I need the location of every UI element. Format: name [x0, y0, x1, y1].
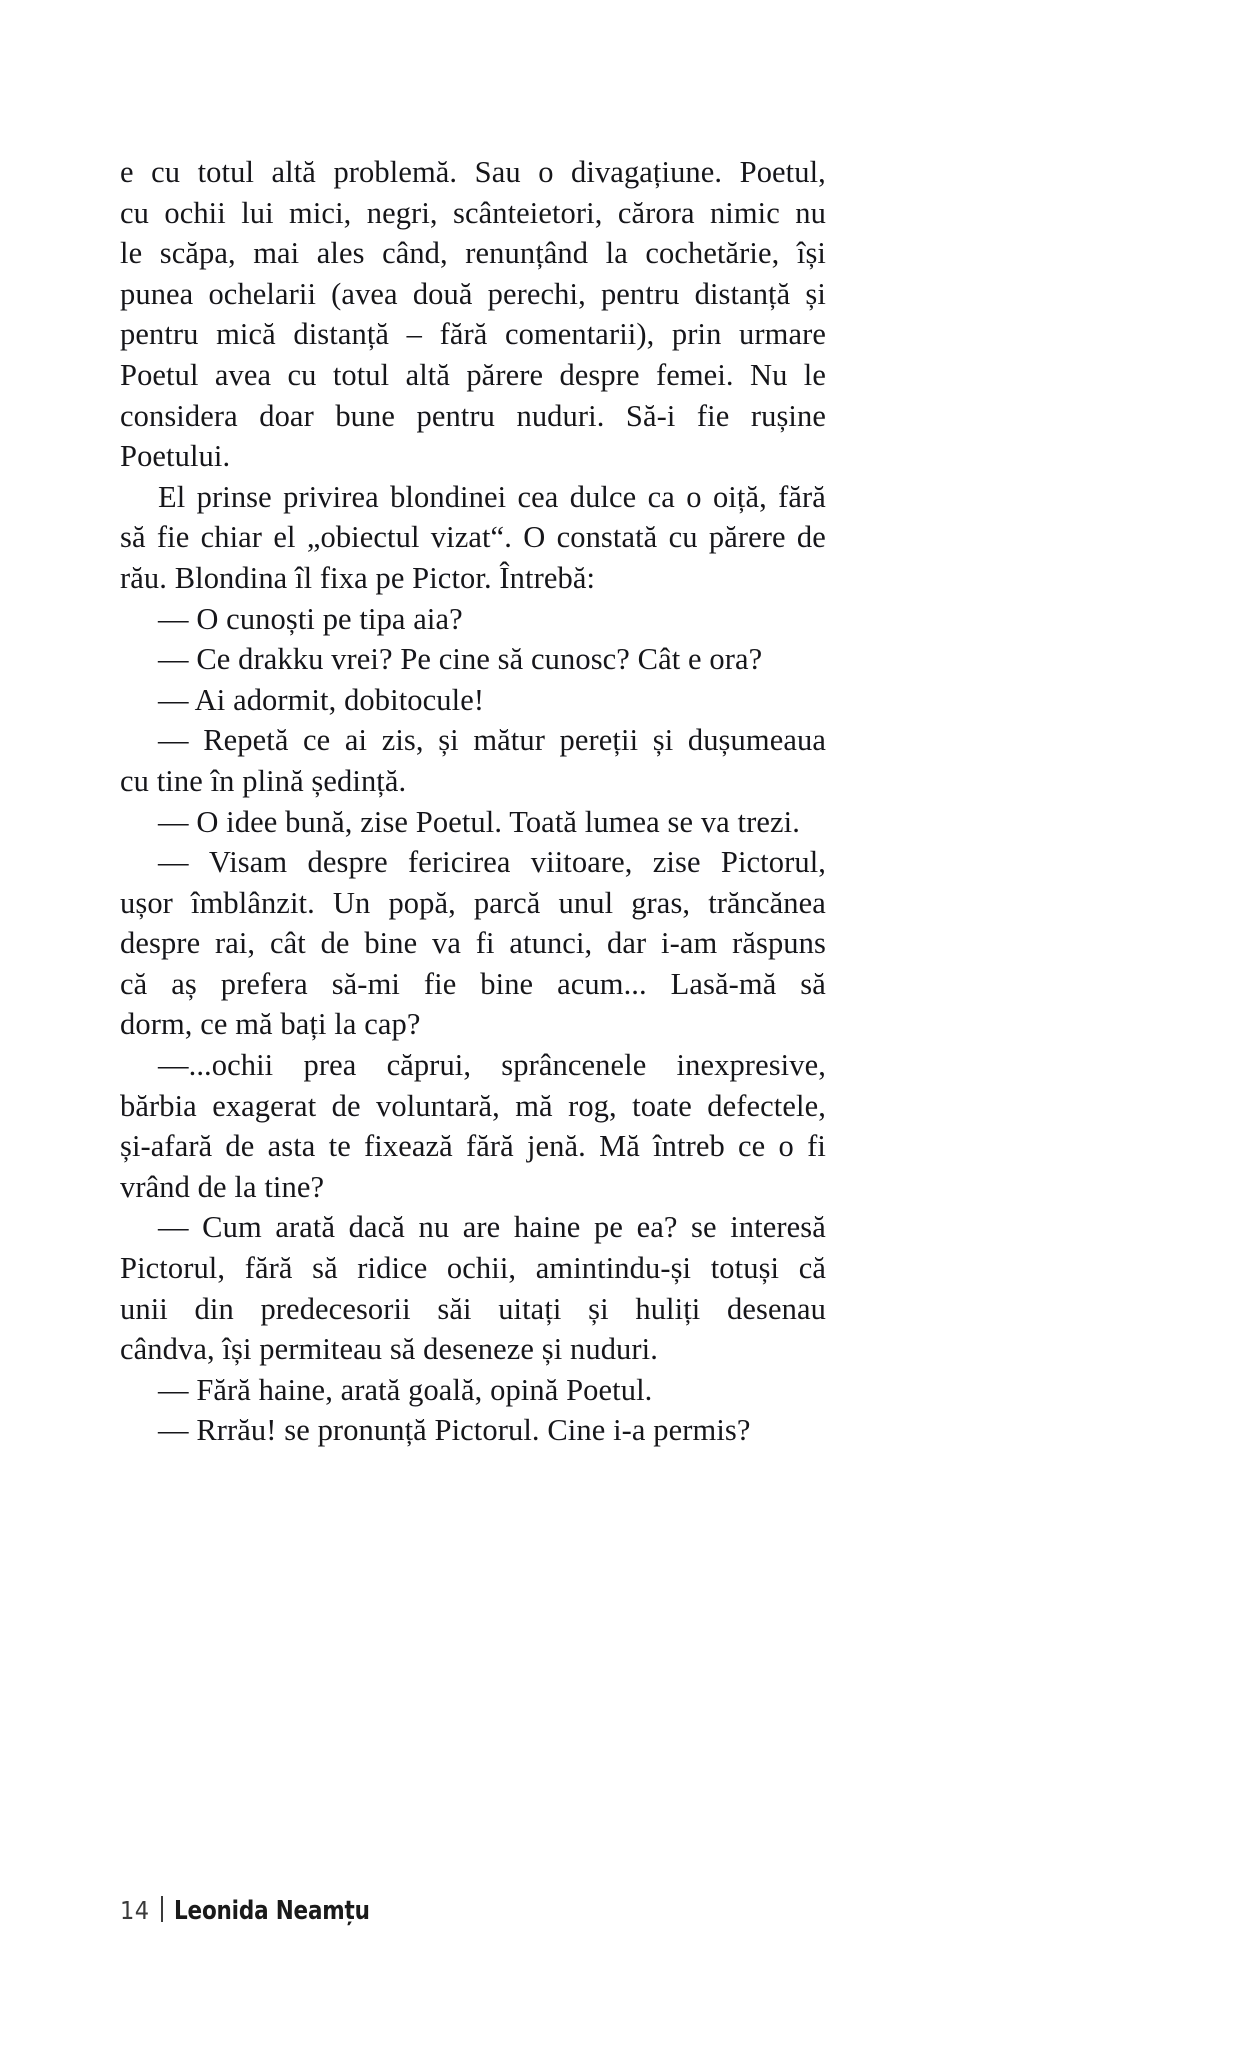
text-line: [120, 964, 826, 1005]
word: ochelarii: [208, 276, 317, 311]
word: și: [652, 723, 674, 758]
text-line: — O idee bună, zise Poetul. Toată lumea se va trezi.: [158, 804, 800, 839]
text-line: — O cunoști pe tipa aia?: [158, 601, 463, 636]
word: bărbia: [120, 1088, 197, 1123]
word: predecesorii: [260, 1291, 411, 1326]
word: distanță: [694, 276, 791, 311]
paragraph: [120, 802, 826, 843]
word: —: [158, 1210, 189, 1245]
word: fi: [807, 1129, 826, 1164]
page-text-body: [120, 152, 826, 1451]
word: negri,: [366, 195, 438, 230]
word: fixează: [364, 1129, 453, 1164]
word: bune: [335, 398, 395, 433]
paragraph: [120, 1045, 826, 1207]
word: fie: [156, 520, 190, 555]
word: fără: [439, 317, 488, 352]
word: toate: [632, 1088, 692, 1123]
word: ce: [738, 1129, 766, 1164]
word: punea: [120, 276, 194, 311]
text-line: rău. Blondina îl fixa pe Pictor. Întrebă:: [120, 560, 596, 595]
word: și: [588, 1291, 609, 1326]
text-line: [120, 355, 826, 396]
word: interesă: [730, 1210, 826, 1245]
word: rog,: [568, 1088, 617, 1123]
word: parcă: [473, 885, 541, 920]
text-line: cu tine în plină ședință.: [120, 763, 407, 798]
word: dar: [607, 926, 647, 961]
word: altă: [271, 155, 316, 189]
text-line: [120, 1207, 826, 1248]
text-line: [120, 883, 826, 924]
word: Lasă-mă: [670, 966, 777, 1001]
word: te: [328, 1129, 351, 1164]
word: bine: [364, 926, 418, 961]
text-line: [120, 1248, 826, 1289]
word: prinse: [196, 479, 272, 514]
page-footer: [120, 1893, 386, 1926]
word: uitați: [498, 1291, 562, 1326]
word: când,: [382, 236, 448, 271]
word: ridice: [357, 1251, 428, 1286]
word: fie: [696, 398, 730, 433]
word: constată: [556, 520, 658, 555]
paragraph: [120, 680, 826, 721]
word: asta: [267, 1129, 316, 1164]
word: unii: [120, 1291, 168, 1326]
text-line: dorm, ce mă bați la cap?: [120, 1007, 421, 1042]
word: Mă: [599, 1129, 640, 1164]
word: jenă.: [526, 1129, 586, 1164]
word: popă,: [388, 885, 456, 920]
paragraph: [120, 1410, 826, 1451]
word: cea: [517, 479, 559, 514]
word: blondinei: [390, 479, 507, 514]
word: cât: [269, 926, 306, 961]
paragraph: [120, 639, 826, 680]
word: o: [686, 479, 702, 514]
word: că: [120, 966, 148, 1001]
word: scăpa,: [159, 236, 236, 271]
page-number: 14: [120, 1896, 150, 1925]
word: fie: [423, 966, 457, 1001]
paragraph: [120, 720, 826, 801]
word: altă: [405, 357, 450, 392]
word: fără: [465, 1129, 514, 1164]
word: pentru: [600, 276, 680, 311]
text-line: cândva, își permiteau să deseneze și nuduri.: [120, 1332, 658, 1367]
word: cu: [668, 520, 698, 555]
word: prefera: [220, 966, 308, 1001]
word: ea?: [636, 1210, 678, 1245]
word: de: [331, 1088, 361, 1123]
word: o: [778, 1129, 794, 1164]
word: Poetul,: [739, 155, 826, 189]
word: nimic: [709, 195, 780, 230]
word: –: [406, 317, 422, 352]
word: mică: [216, 317, 276, 352]
footer-separator-rule: [161, 1896, 163, 1922]
word: Sau: [474, 155, 521, 189]
word: „obiectul: [306, 520, 420, 555]
word: și: [438, 723, 459, 758]
word: cu: [151, 155, 181, 189]
text-line: [120, 477, 826, 518]
word: totul: [332, 357, 390, 392]
word: viitoare,: [530, 845, 633, 880]
word: Un: [332, 885, 371, 920]
word: haine: [513, 1210, 581, 1245]
word: O: [523, 520, 546, 555]
word: ușor: [120, 885, 173, 920]
word: bine: [480, 966, 534, 1001]
word: are: [462, 1210, 501, 1245]
word: —: [158, 723, 189, 758]
word: chiar: [200, 520, 263, 555]
text-line: [120, 274, 826, 315]
text-line: [120, 923, 826, 964]
word: desenau: [727, 1291, 826, 1326]
word: arată: [275, 1210, 336, 1245]
word: renunțând: [465, 236, 589, 271]
word: privirea: [283, 479, 379, 514]
word: nuduri.: [516, 398, 605, 433]
word: întreb: [653, 1129, 725, 1164]
word: urmare: [739, 317, 826, 352]
word: să: [312, 1251, 338, 1286]
text-line: [120, 517, 826, 558]
author-name: Leonida Neamțu: [173, 1896, 370, 1926]
word: problemă.: [333, 155, 458, 189]
text-line: [120, 314, 826, 355]
word: amintindu-și: [535, 1251, 692, 1286]
text-line: Poetului.: [120, 439, 231, 474]
word: le: [803, 357, 826, 392]
word: mătur: [473, 723, 545, 758]
paragraph: [120, 842, 826, 1045]
text-line: [120, 1289, 826, 1330]
word: aș: [171, 966, 197, 1001]
word: din: [194, 1291, 234, 1326]
word: săi: [437, 1291, 472, 1326]
text-line: [120, 1086, 826, 1127]
word: gras,: [631, 885, 691, 920]
word: comentarii),: [504, 317, 655, 352]
word: ochii,: [446, 1251, 517, 1286]
word: voluntară,: [376, 1088, 500, 1123]
word: distanță: [293, 317, 390, 352]
word: nu: [795, 195, 826, 230]
word: pe: [594, 1210, 623, 1245]
word: ai: [344, 723, 368, 758]
word: divagațiune.: [571, 155, 723, 189]
word: cochetărie,: [645, 236, 780, 271]
word: ce: [303, 723, 331, 758]
word: își: [796, 236, 826, 271]
word: lui: [241, 195, 274, 230]
word: avea: [214, 357, 272, 392]
word: părere: [466, 357, 544, 392]
word: —...ochii: [158, 1048, 274, 1083]
word: să: [800, 966, 826, 1001]
word: Nu: [749, 357, 788, 392]
word: ca: [647, 479, 675, 514]
word: considera: [120, 398, 238, 433]
paragraph: [120, 1370, 826, 1411]
word: (avea: [331, 276, 398, 311]
word: despre: [559, 357, 640, 392]
word: dulce: [569, 479, 637, 514]
word: Să-i: [625, 398, 676, 433]
word: despre: [120, 926, 201, 961]
word: cu: [287, 357, 317, 392]
word: Repetă: [203, 723, 289, 758]
word: femei.: [655, 357, 734, 392]
word: acum...: [557, 966, 647, 1001]
word: va: [432, 926, 462, 961]
word: să: [120, 520, 146, 555]
text-line: [120, 842, 826, 883]
word: exagerat: [212, 1088, 317, 1123]
word: îmblânzit.: [191, 885, 315, 920]
word: nu: [418, 1210, 450, 1245]
word: prea: [303, 1048, 357, 1083]
word: și: [805, 276, 826, 311]
word: i-am: [661, 926, 718, 961]
word: huliți: [635, 1291, 701, 1326]
text-line: — Rrrău! se pronunță Pictorul. Cine i-a permis?: [158, 1413, 751, 1448]
word: la: [605, 236, 628, 271]
word: Poetul: [120, 357, 199, 392]
word: despre: [307, 845, 388, 880]
paragraph: [120, 477, 826, 599]
text-line: [120, 1045, 826, 1086]
word: de: [225, 1129, 255, 1164]
word: Pictorul,: [720, 845, 826, 880]
word: zis,: [381, 723, 424, 758]
text-line: [120, 720, 826, 761]
word: rușine: [750, 398, 826, 433]
word: rai,: [214, 926, 256, 961]
word: El: [158, 479, 186, 514]
paragraph: [120, 599, 826, 640]
word: cărora: [617, 195, 695, 230]
word: Visam: [208, 845, 288, 880]
word: fi: [475, 926, 495, 961]
word: dușumeaua: [687, 723, 826, 758]
word: se: [691, 1210, 717, 1245]
text-line: vrând de la tine?: [120, 1169, 325, 1204]
word: fără: [244, 1251, 293, 1286]
word: răspuns: [732, 926, 826, 961]
word: o: [538, 155, 554, 189]
word: le: [120, 236, 143, 271]
word: e: [120, 155, 134, 189]
text-line: [120, 152, 826, 193]
word: —: [158, 845, 189, 880]
word: dacă: [348, 1210, 405, 1245]
word: totul: [197, 155, 255, 189]
text-line: [120, 1126, 826, 1167]
word: zise: [652, 845, 701, 880]
paragraph: [120, 152, 826, 477]
text-line: [120, 396, 826, 437]
word: pentru: [416, 398, 495, 433]
word: și-afară: [120, 1129, 213, 1164]
word: de: [796, 520, 826, 555]
word: Cum: [202, 1210, 262, 1245]
word: mai: [253, 236, 300, 271]
text-line: — Ai adormit, dobitocule!: [158, 682, 485, 717]
word: prin: [671, 317, 722, 352]
word: mici,: [289, 195, 352, 230]
word: pentru: [120, 317, 199, 352]
word: mă: [515, 1088, 553, 1123]
word: sprâncenele: [501, 1048, 647, 1083]
word: vizat“.: [430, 520, 512, 555]
word: doar: [259, 398, 314, 433]
word: de: [320, 926, 350, 961]
word: părere: [708, 520, 786, 555]
word: trăncănea: [708, 885, 826, 920]
word: scânteietori,: [452, 195, 603, 230]
text-line: [120, 233, 826, 274]
word: două: [412, 276, 473, 311]
word: unul: [558, 885, 614, 920]
word: că: [798, 1251, 826, 1286]
text-line: — Fără haine, arată goală, opină Poetul.: [158, 1372, 653, 1407]
word: ales: [316, 236, 365, 271]
word: oiță,: [712, 479, 767, 514]
word: totuși: [710, 1251, 780, 1286]
word: căprui,: [386, 1048, 472, 1083]
word: atunci,: [509, 926, 593, 961]
word: el: [273, 520, 296, 555]
word: fără: [778, 479, 826, 514]
word: perechi,: [487, 276, 586, 311]
word: ochii: [164, 195, 226, 230]
word: cu: [120, 195, 149, 230]
text-line: [120, 193, 826, 234]
word: pereții: [559, 723, 639, 758]
word: defectele,: [707, 1088, 826, 1123]
paragraph: [120, 1207, 826, 1369]
word: fericirea: [408, 845, 511, 880]
word: să-mi: [331, 966, 400, 1001]
text-line: — Ce drakku vrei? Pe cine să cunosc? Cât e ora?: [158, 642, 763, 677]
word: inexpresive,: [676, 1048, 826, 1083]
word: Pictorul,: [120, 1251, 226, 1286]
